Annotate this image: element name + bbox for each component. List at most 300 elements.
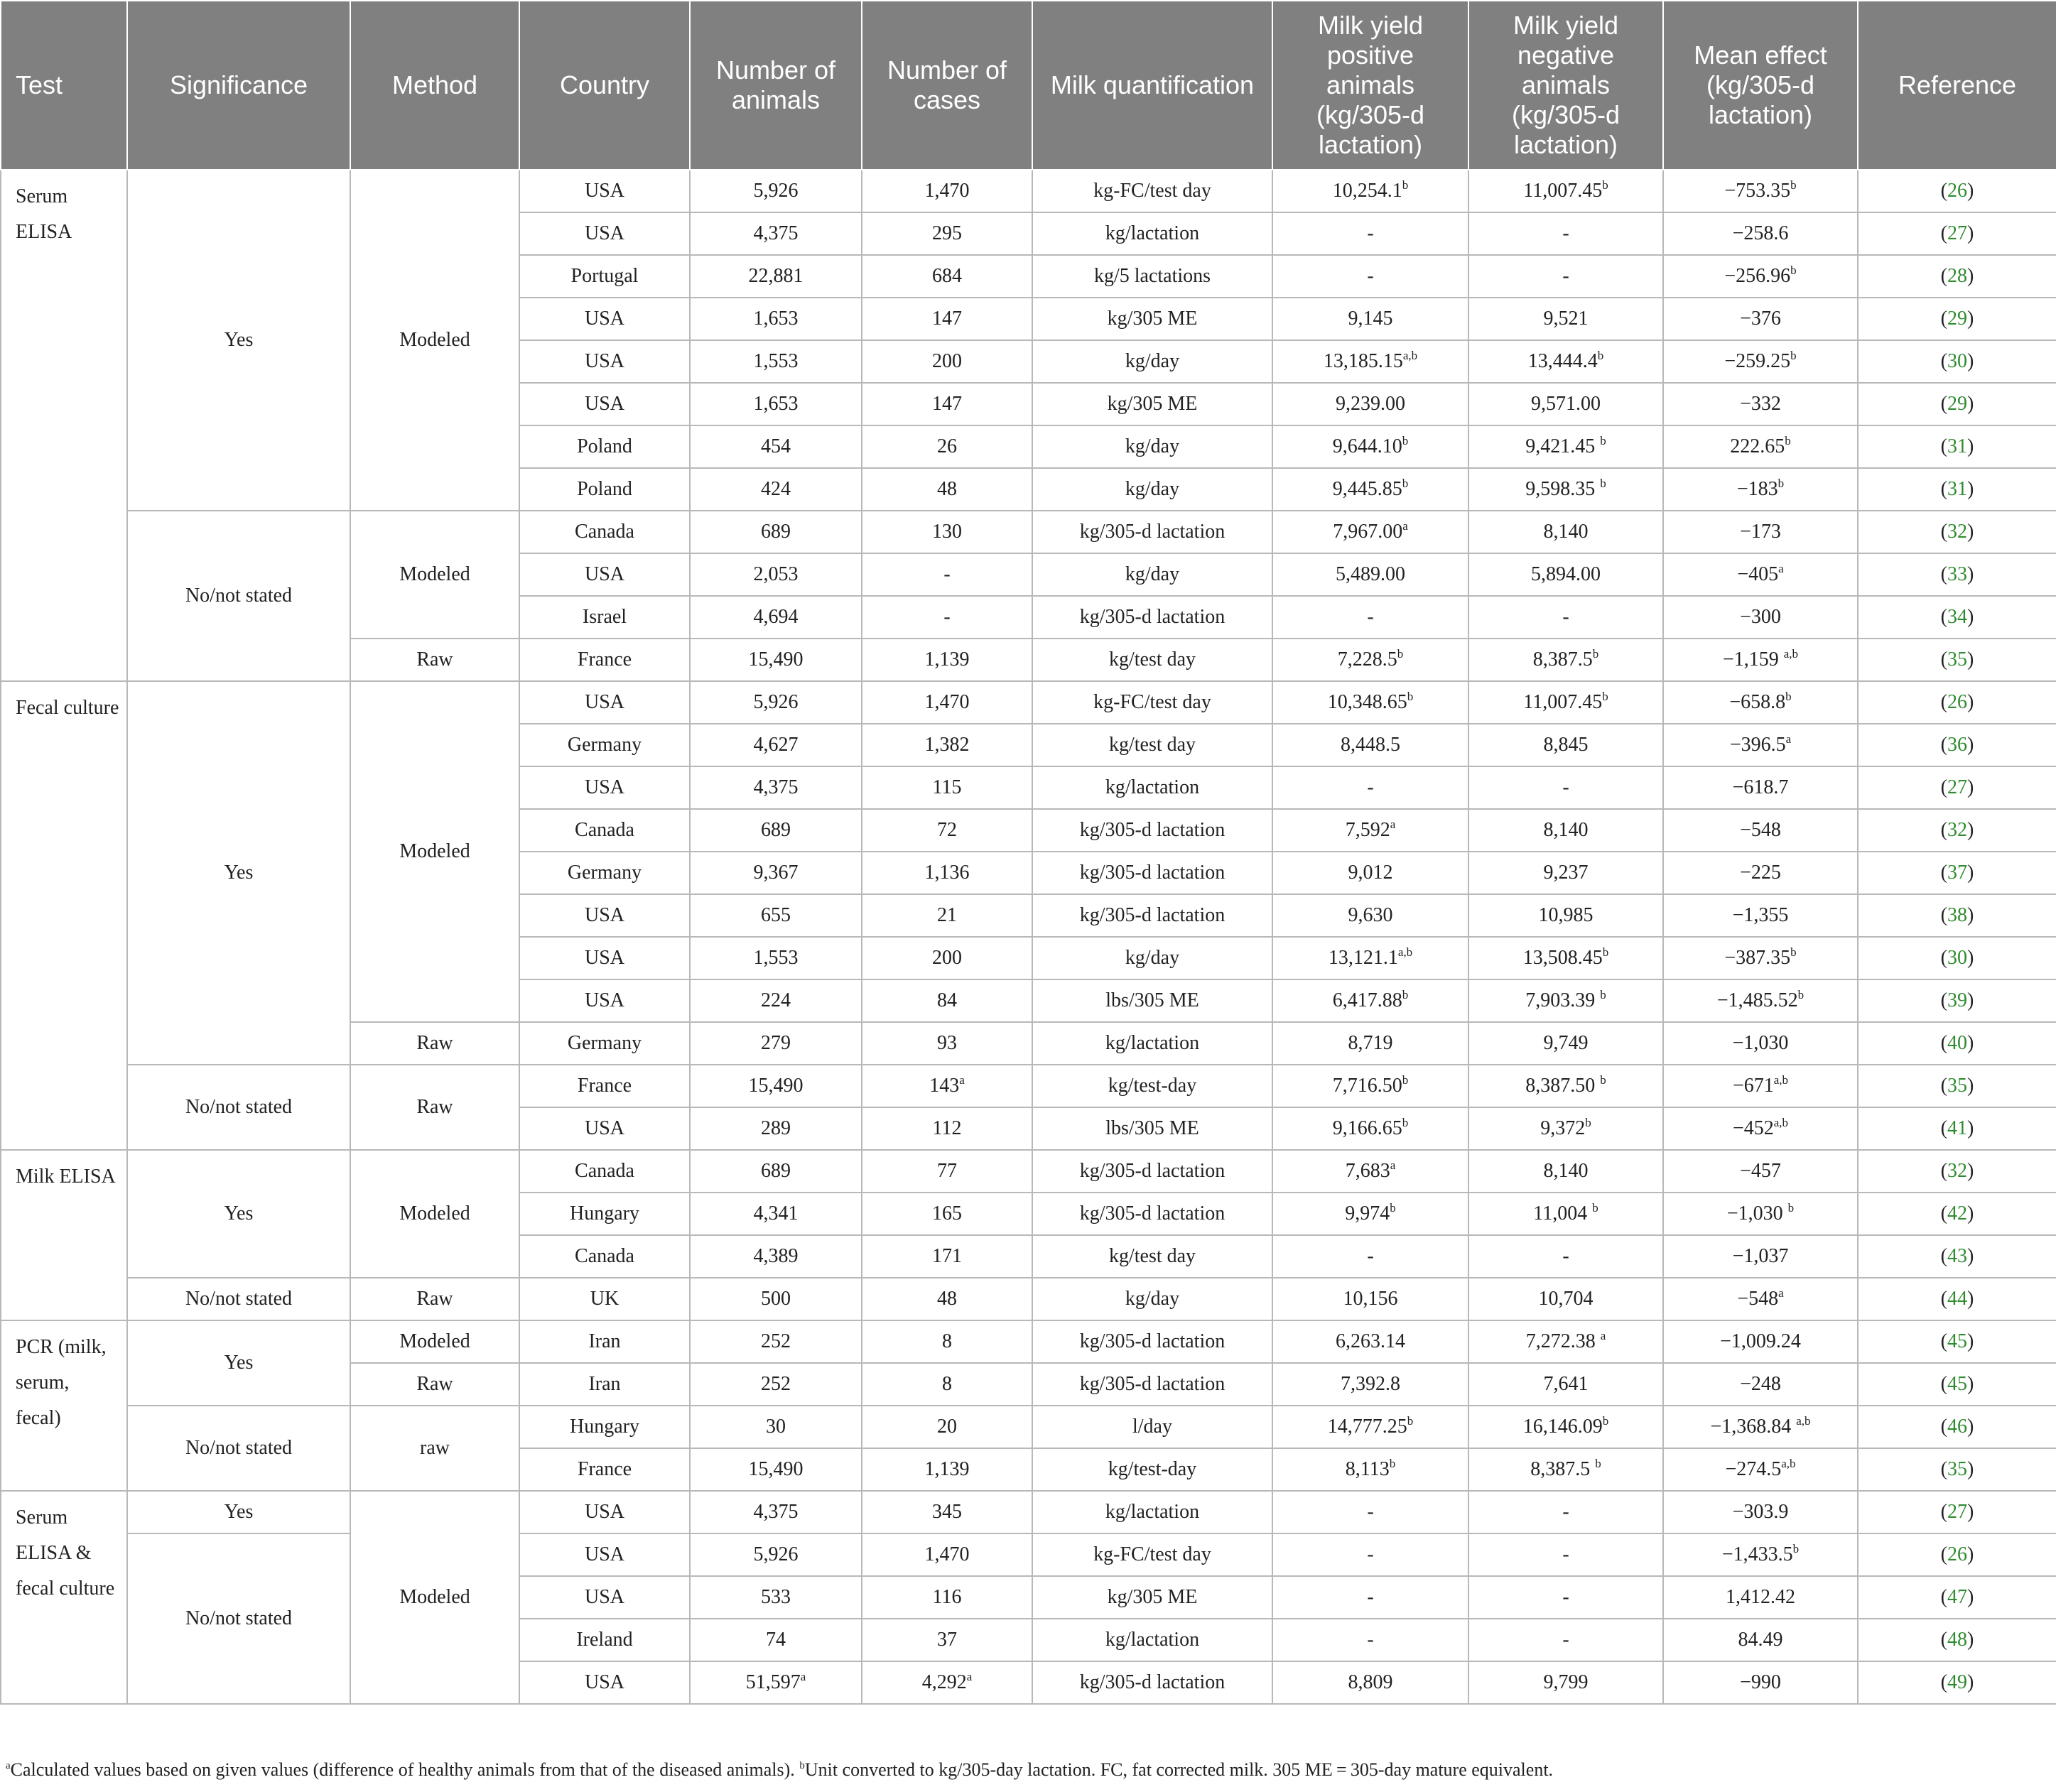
cases-cell	[862, 1150, 1032, 1193]
cases-cell-value: 345	[932, 1501, 962, 1523]
positive-yield-cell-value: -	[1367, 776, 1374, 798]
mean-effect-cell-footnote-mark: a,b	[1783, 647, 1799, 661]
positive-yield-cell-value: 13,121.1	[1328, 947, 1398, 969]
header-mean-effect: Mean effect (kg/305-d lactation)	[1663, 1, 1858, 170]
negative-yield-cell-footnote-mark: b	[1600, 434, 1606, 447]
quantification-cell: kg/test-day	[1032, 1448, 1272, 1491]
cases-cell	[862, 1661, 1032, 1704]
cases-cell	[862, 170, 1032, 212]
cases-cell-value: 1,382	[924, 734, 970, 756]
mean-effect-cell-value: −396.5	[1729, 734, 1786, 756]
negative-yield-cell-footnote-mark: b	[1600, 1073, 1606, 1087]
reference-link[interactable]: 49	[1947, 1671, 1967, 1693]
negative-yield-cell-value: 5,894.00	[1531, 563, 1601, 585]
mean-effect-cell	[1663, 1661, 1858, 1704]
positive-yield-cell-value: -	[1367, 1245, 1374, 1267]
mean-effect-cell-value: −332	[1740, 393, 1781, 415]
reference-link[interactable]: 27	[1947, 1501, 1967, 1523]
animals-cell-value: 252	[761, 1330, 791, 1352]
negative-yield-cell-value: 8,140	[1543, 1160, 1589, 1182]
reference-paren-open: (	[1940, 904, 1947, 926]
animals-cell	[690, 852, 862, 894]
animals-cell-value: 4,627	[753, 734, 799, 756]
animals-cell	[690, 1363, 862, 1406]
significance-cell: No/not stated	[127, 511, 350, 681]
positive-yield-cell	[1272, 553, 1468, 596]
method-cell: Modeled	[350, 1150, 519, 1278]
positive-yield-cell-value: 8,448.5	[1341, 734, 1400, 756]
negative-yield-cell-value: 9,237	[1543, 862, 1589, 884]
country-cell: Germany	[519, 852, 690, 894]
reference-link[interactable]: 30	[1947, 350, 1967, 372]
country-cell: Canada	[519, 1235, 690, 1278]
reference-cell	[1858, 468, 2056, 511]
mean-effect-cell	[1663, 1235, 1858, 1278]
animals-cell	[690, 511, 862, 553]
positive-yield-cell	[1272, 894, 1468, 937]
positive-yield-cell	[1272, 1533, 1468, 1576]
mean-effect-cell-value: −256.96	[1724, 265, 1791, 287]
reference-paren-open: (	[1940, 691, 1947, 713]
quantification-cell: kg/305-d lactation	[1032, 1150, 1272, 1193]
positive-yield-cell-footnote-mark: b	[1402, 178, 1409, 192]
reference-cell	[1858, 1619, 2056, 1661]
mean-effect-cell	[1663, 979, 1858, 1022]
cases-cell-value: 130	[932, 521, 962, 543]
positive-yield-cell-value: 7,592	[1345, 819, 1390, 841]
animals-cell-value: 689	[761, 521, 791, 543]
animals-cell-value: 5,926	[753, 180, 799, 202]
positive-yield-cell-footnote-mark: b	[1402, 1073, 1409, 1087]
quantification-cell: kg/test-day	[1032, 1065, 1272, 1107]
positive-yield-cell-value: 7,228.5	[1337, 648, 1397, 670]
reference-paren-close: )	[1967, 1330, 1974, 1352]
mean-effect-cell	[1663, 1022, 1858, 1065]
positive-yield-cell-footnote-mark: b	[1397, 647, 1404, 661]
reference-link[interactable]: 31	[1947, 478, 1967, 500]
reference-paren-close: )	[1967, 819, 1974, 841]
positive-yield-cell-value: 9,630	[1348, 904, 1393, 926]
reference-cell	[1858, 255, 2056, 298]
method-cell: Modeled	[350, 170, 519, 511]
reference-cell	[1858, 766, 2056, 809]
reference-link[interactable]: 33	[1947, 563, 1967, 585]
reference-paren-open: (	[1940, 521, 1947, 543]
negative-yield-cell-footnote-mark: b	[1597, 349, 1604, 362]
reference-paren-close: )	[1967, 265, 1974, 287]
animals-cell-value: 30	[766, 1416, 786, 1438]
method-cell: Raw	[350, 1065, 519, 1150]
reference-link[interactable]: 38	[1947, 904, 1967, 926]
quantification-cell: kg/305-d lactation	[1032, 1193, 1272, 1235]
reference-link[interactable]: 45	[1947, 1373, 1967, 1395]
method-cell: Raw	[350, 1278, 519, 1320]
mean-effect-cell	[1663, 468, 1858, 511]
reference-link[interactable]: 29	[1947, 308, 1967, 330]
negative-yield-cell-footnote-mark: b	[1602, 1414, 1609, 1428]
cases-cell	[862, 468, 1032, 511]
reference-link[interactable]: 36	[1947, 734, 1967, 756]
reference-paren-close: )	[1967, 1458, 1974, 1480]
positive-yield-cell-value: -	[1367, 1586, 1374, 1608]
table-row	[1, 170, 2056, 212]
mean-effect-cell-footnote-mark: a,b	[1773, 1073, 1789, 1087]
mean-effect-cell	[1663, 1619, 1858, 1661]
negative-yield-cell	[1468, 852, 1663, 894]
negative-yield-cell	[1468, 1533, 1663, 1576]
reference-paren-open: (	[1940, 393, 1947, 415]
significance-cell: Yes	[127, 1491, 350, 1533]
positive-yield-cell	[1272, 340, 1468, 383]
mean-effect-cell	[1663, 852, 1858, 894]
country-cell: Poland	[519, 468, 690, 511]
positive-yield-cell	[1272, 212, 1468, 255]
mean-effect-cell-value: −376	[1740, 308, 1781, 330]
reference-cell	[1858, 1448, 2056, 1491]
animals-cell	[690, 1193, 862, 1235]
negative-yield-cell-value: 11,004	[1533, 1202, 1593, 1224]
negative-yield-cell	[1468, 979, 1663, 1022]
header-number-of-animals: Number of animals	[690, 1, 862, 170]
reference-link[interactable]: 44	[1947, 1288, 1967, 1310]
animals-cell-footnote-mark: a	[800, 1670, 806, 1683]
negative-yield-cell-value: 8,140	[1543, 521, 1589, 543]
reference-link[interactable]: 47	[1947, 1586, 1967, 1608]
quantification-cell: kg/305-d lactation	[1032, 894, 1272, 937]
mean-effect-cell-footnote-mark: b	[1778, 477, 1785, 490]
animals-cell-value: 15,490	[748, 1458, 804, 1480]
mean-effect-cell	[1663, 1320, 1858, 1363]
country-cell: Hungary	[519, 1406, 690, 1448]
cases-cell-value: 1,470	[924, 1543, 970, 1565]
cases-cell-value: 93	[937, 1032, 957, 1054]
negative-yield-cell	[1468, 468, 1663, 511]
negative-yield-cell	[1468, 894, 1663, 937]
table-footnote	[6, 1759, 1553, 1781]
country-cell: Israel	[519, 596, 690, 639]
negative-yield-cell-footnote-mark: b	[1602, 690, 1608, 703]
reference-link[interactable]: 34	[1947, 606, 1967, 628]
animals-cell-value: 655	[761, 904, 791, 926]
header-country: Country	[519, 1, 690, 170]
test-cell: Milk ELISA	[1, 1150, 127, 1320]
reference-paren-open: (	[1940, 1543, 1947, 1565]
reference-paren-close: )	[1967, 1288, 1974, 1310]
animals-cell-value: 424	[761, 478, 791, 500]
cases-cell-value: 1,139	[924, 1458, 970, 1480]
reference-paren-open: (	[1940, 1458, 1947, 1480]
reference-link[interactable]: 48	[1947, 1629, 1967, 1651]
reference-link[interactable]: 26	[1947, 1543, 1967, 1565]
reference-cell	[1858, 1150, 2056, 1193]
animals-cell-value: 15,490	[748, 1075, 804, 1097]
positive-yield-cell-value: -	[1367, 1629, 1374, 1651]
negative-yield-cell-value: 8,387.5	[1532, 648, 1593, 670]
reference-cell	[1858, 894, 2056, 937]
animals-cell	[690, 1278, 862, 1320]
positive-yield-cell	[1272, 170, 1468, 212]
reference-link[interactable]: 32	[1947, 819, 1967, 841]
cases-cell-value: 116	[932, 1586, 962, 1608]
negative-yield-cell-value: -	[1562, 1245, 1569, 1267]
country-cell: USA	[519, 937, 690, 979]
cases-cell-footnote-mark: a	[959, 1073, 965, 1087]
reference-cell	[1858, 1533, 2056, 1576]
negative-yield-cell-footnote-mark: b	[1592, 1201, 1598, 1215]
reference-link[interactable]: 35	[1947, 648, 1967, 670]
animals-cell-value: 9,367	[753, 862, 799, 884]
reference-link[interactable]: 37	[1947, 862, 1967, 884]
cases-cell-value: 684	[932, 265, 962, 287]
mean-effect-cell-value: −405	[1737, 563, 1779, 585]
test-cell: Fecal culture	[1, 681, 127, 1150]
mean-effect-cell-footnote-mark: b	[1792, 1542, 1800, 1555]
cases-cell-value: 1,470	[924, 691, 970, 713]
animals-cell-value: 289	[761, 1117, 791, 1139]
cases-cell	[862, 937, 1032, 979]
reference-paren-close: )	[1967, 393, 1974, 415]
quantification-cell: kg/305-d lactation	[1032, 511, 1272, 553]
negative-yield-cell-value: 9,749	[1543, 1032, 1589, 1054]
country-cell: Canada	[519, 1150, 690, 1193]
reference-cell	[1858, 1065, 2056, 1107]
reference-cell	[1858, 809, 2056, 852]
mean-effect-cell-value: −387.35	[1724, 947, 1791, 969]
mean-effect-cell-value: −1,037	[1732, 1245, 1789, 1267]
mean-effect-cell-value: 84.49	[1738, 1629, 1783, 1651]
quantification-cell: kg/day	[1032, 425, 1272, 468]
positive-yield-cell-footnote-mark: b	[1407, 690, 1414, 703]
reference-link[interactable]: 28	[1947, 265, 1967, 287]
animals-cell-value: 4,375	[753, 776, 799, 798]
reference-cell	[1858, 511, 2056, 553]
reference-link[interactable]: 31	[1947, 435, 1967, 457]
reference-link[interactable]: 30	[1947, 947, 1967, 969]
quantification-cell: kg/test day	[1032, 724, 1272, 766]
mean-effect-cell	[1663, 340, 1858, 383]
animals-cell	[690, 170, 862, 212]
negative-yield-cell-value: 10,704	[1538, 1288, 1594, 1310]
reference-paren-close: )	[1967, 1202, 1974, 1224]
header-number-of-cases: Number of cases	[862, 1, 1032, 170]
negative-yield-cell-value: 9,421.45	[1525, 435, 1601, 457]
reference-paren-close: )	[1967, 648, 1974, 670]
reference-paren-open: (	[1940, 1288, 1947, 1310]
mean-effect-cell-value: −753.35	[1724, 180, 1791, 202]
positive-yield-cell	[1272, 383, 1468, 425]
animals-cell-value: 5,926	[753, 691, 799, 713]
negative-yield-cell-value: -	[1562, 1543, 1569, 1565]
positive-yield-cell-value: 9,445.85	[1332, 478, 1402, 500]
cases-cell-value: -	[943, 606, 951, 628]
reference-paren-close: )	[1967, 1501, 1974, 1523]
reference-cell	[1858, 596, 2056, 639]
positive-yield-cell-value: 10,254.1	[1332, 180, 1402, 202]
animals-cell-value: 454	[761, 435, 791, 457]
animals-cell	[690, 1406, 862, 1448]
positive-yield-cell-footnote-mark: a,b	[1397, 945, 1413, 959]
reference-link[interactable]: 27	[1947, 776, 1967, 798]
animals-cell-value: 4,341	[753, 1202, 799, 1224]
cases-cell-value: 77	[937, 1160, 957, 1182]
cases-cell-value: 1,470	[924, 180, 970, 202]
negative-yield-cell-footnote-mark: b	[1585, 1116, 1591, 1129]
animals-cell-value: 1,653	[753, 308, 799, 330]
reference-cell	[1858, 852, 2056, 894]
mean-effect-cell	[1663, 809, 1858, 852]
animals-cell	[690, 1619, 862, 1661]
method-cell: raw	[350, 1406, 519, 1491]
positive-yield-cell-value: 9,166.65	[1332, 1117, 1402, 1139]
reference-cell	[1858, 1278, 2056, 1320]
positive-yield-cell	[1272, 1576, 1468, 1619]
animals-cell	[690, 979, 862, 1022]
quantification-cell: kg/305-d lactation	[1032, 1661, 1272, 1704]
reference-link[interactable]: 41	[1947, 1117, 1967, 1139]
negative-yield-cell	[1468, 1065, 1663, 1107]
negative-yield-cell	[1468, 1491, 1663, 1533]
mean-effect-cell	[1663, 894, 1858, 937]
reference-link[interactable]: 35	[1947, 1458, 1967, 1480]
cases-cell	[862, 511, 1032, 553]
animals-cell	[690, 1022, 862, 1065]
reference-cell	[1858, 937, 2056, 979]
cases-cell-value: 115	[932, 776, 962, 798]
quantification-cell: kg-FC/test day	[1032, 1533, 1272, 1576]
mean-effect-cell-value: −1,030	[1732, 1032, 1789, 1054]
reference-cell	[1858, 1235, 2056, 1278]
cases-cell	[862, 1065, 1032, 1107]
animals-cell	[690, 1491, 862, 1533]
significance-cell: Yes	[127, 1150, 350, 1278]
mean-effect-cell-value: −248	[1740, 1373, 1781, 1395]
method-cell: Raw	[350, 1022, 519, 1065]
reference-link[interactable]: 39	[1947, 989, 1967, 1011]
mean-effect-cell	[1663, 1406, 1858, 1448]
reference-paren-open: (	[1940, 989, 1947, 1011]
animals-cell	[690, 298, 862, 340]
reference-link[interactable]: 35	[1947, 1075, 1967, 1097]
footnote-a-mark: a	[6, 1760, 11, 1771]
mean-effect-cell	[1663, 255, 1858, 298]
header-milk-quantification: Milk quantification	[1032, 1, 1272, 170]
country-cell: Iran	[519, 1363, 690, 1406]
reference-paren-open: (	[1940, 1117, 1947, 1139]
mean-effect-cell	[1663, 1065, 1858, 1107]
reference-paren-open: (	[1940, 265, 1947, 287]
footnote-b-mark: b	[799, 1760, 805, 1771]
header-method: Method	[350, 1, 519, 170]
country-cell: France	[519, 1448, 690, 1491]
mean-effect-cell-value: −1,030	[1726, 1202, 1788, 1224]
reference-link[interactable]: 43	[1947, 1245, 1967, 1267]
negative-yield-cell	[1468, 1661, 1663, 1704]
animals-cell	[690, 1661, 862, 1704]
reference-link[interactable]: 32	[1947, 1160, 1967, 1182]
country-cell: USA	[519, 1107, 690, 1150]
mean-effect-cell-value: −225	[1740, 862, 1781, 884]
quantification-cell: kg/day	[1032, 937, 1272, 979]
mean-effect-cell-footnote-mark: a	[1785, 732, 1792, 746]
cases-cell	[862, 298, 1032, 340]
quantification-cell: kg/5 lactations	[1032, 255, 1272, 298]
reference-paren-open: (	[1940, 308, 1947, 330]
positive-yield-cell	[1272, 468, 1468, 511]
reference-link[interactable]: 42	[1947, 1202, 1967, 1224]
animals-cell	[690, 1150, 862, 1193]
mean-effect-cell-footnote-mark: a,b	[1781, 1457, 1796, 1470]
reference-cell	[1858, 1491, 2056, 1533]
mean-effect-cell	[1663, 1491, 1858, 1533]
positive-yield-cell-value: 6,417.88	[1332, 989, 1402, 1011]
negative-yield-cell-value: 9,372	[1540, 1117, 1586, 1139]
mean-effect-cell	[1663, 383, 1858, 425]
reference-link[interactable]: 29	[1947, 393, 1967, 415]
reference-link[interactable]: 26	[1947, 180, 1967, 202]
test-cell: Serum ELISA & fecal culture	[1, 1491, 127, 1704]
country-cell: USA	[519, 553, 690, 596]
reference-paren-open: (	[1940, 222, 1947, 244]
reference-paren-open: (	[1940, 1160, 1947, 1182]
negative-yield-cell-value: -	[1562, 776, 1569, 798]
mean-effect-cell	[1663, 212, 1858, 255]
positive-yield-cell-footnote-mark: a	[1402, 519, 1408, 533]
reference-link[interactable]: 32	[1947, 521, 1967, 543]
method-cell: Modeled	[350, 511, 519, 639]
cases-cell	[862, 1533, 1032, 1576]
country-cell: USA	[519, 340, 690, 383]
country-cell: USA	[519, 681, 690, 724]
reference-paren-close: )	[1967, 521, 1974, 543]
animals-cell-value: 224	[761, 989, 791, 1011]
negative-yield-cell	[1468, 212, 1663, 255]
footnote-a-text: Calculated values based on given values (difference of healthy animals from that of the diseased animals).	[10, 1759, 800, 1780]
reference-paren-open: (	[1940, 947, 1947, 969]
quantification-cell: lbs/305 ME	[1032, 1107, 1272, 1150]
reference-link[interactable]: 45	[1947, 1330, 1967, 1352]
reference-paren-close: )	[1967, 1586, 1974, 1608]
mean-effect-cell-footnote-mark: b	[1785, 690, 1792, 703]
reference-link[interactable]: 46	[1947, 1416, 1967, 1438]
header-reference: Reference	[1858, 1, 2056, 170]
reference-paren-open: (	[1940, 862, 1947, 884]
negative-yield-cell-value: 10,985	[1538, 904, 1594, 926]
table-row	[1, 1065, 2056, 1107]
reference-link[interactable]: 27	[1947, 222, 1967, 244]
cases-cell-value: 147	[932, 393, 962, 415]
quantification-cell: lbs/305 ME	[1032, 979, 1272, 1022]
reference-link[interactable]: 40	[1947, 1032, 1967, 1054]
country-cell: Iran	[519, 1320, 690, 1363]
reference-paren-close: )	[1967, 691, 1974, 713]
reference-link[interactable]: 26	[1947, 691, 1967, 713]
animals-cell	[690, 383, 862, 425]
positive-yield-cell-footnote-mark: a,b	[1402, 349, 1418, 362]
cases-cell	[862, 1619, 1032, 1661]
cases-cell	[862, 340, 1032, 383]
cases-cell-value: 48	[937, 1288, 957, 1310]
positive-yield-cell	[1272, 1448, 1468, 1491]
cases-cell-value: 26	[937, 435, 957, 457]
negative-yield-cell-footnote-mark: b	[1600, 988, 1606, 1001]
country-cell: Canada	[519, 809, 690, 852]
cases-cell-value: 1,136	[924, 862, 970, 884]
reference-paren-close: )	[1967, 478, 1974, 500]
quantification-cell: kg/305-d lactation	[1032, 852, 1272, 894]
animals-cell-value: 500	[761, 1288, 791, 1310]
positive-yield-cell-value: 9,644.10	[1332, 435, 1402, 457]
cases-cell	[862, 1107, 1032, 1150]
